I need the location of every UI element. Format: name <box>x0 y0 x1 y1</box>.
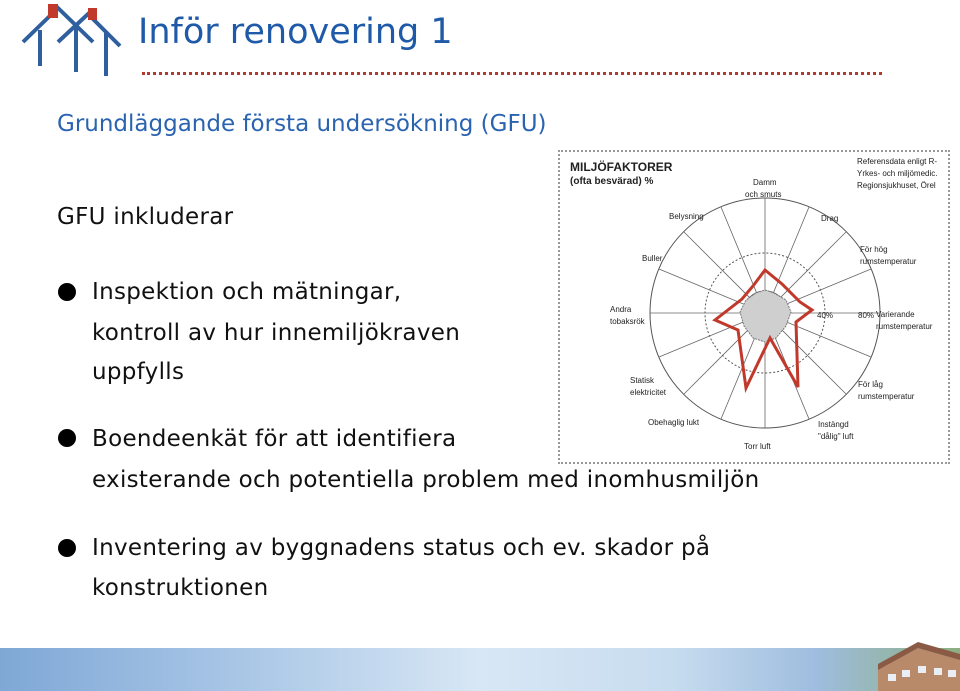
reference-line-2: Yrkes- och miljömedic. <box>857 169 938 178</box>
label-hog-temp: För hög <box>860 245 888 254</box>
label-torr: Torr luft <box>744 442 771 451</box>
label-instangd: Instängd <box>818 420 849 429</box>
bullet-3-line-1: Inventering av byggnadens status och ev. skador på <box>92 535 711 561</box>
label-damm-2: och smuts <box>745 190 782 199</box>
bullet-3-line-2: konstruktionen <box>92 575 269 601</box>
reference-line-1: Referensdata enligt R- <box>857 157 938 166</box>
label-hog-temp-2: rumstemperatur <box>860 257 917 266</box>
bullet-1-line-2: kontroll av hur innemiljökraven <box>92 320 461 346</box>
title-divider <box>142 72 882 75</box>
bullet-dot <box>58 283 76 301</box>
label-belysning: Belysning <box>669 212 704 221</box>
label-buller: Buller <box>642 254 663 263</box>
house-logo <box>18 2 128 80</box>
bullet-1-line-3: uppfylls <box>92 359 185 385</box>
bullet-1-line-1: Inspektion och mätningar, <box>92 279 402 305</box>
label-instangd-2: "dålig" luft <box>818 432 854 441</box>
figure-heading: MILJÖFAKTORER <box>570 160 673 174</box>
slide-title: Inför renovering 1 <box>138 12 453 52</box>
house-photo <box>878 640 960 691</box>
label-damm: Damm <box>753 178 777 187</box>
bullet-2-line-1: Boendeenkät för att identifiera <box>92 426 457 452</box>
label-varierande-2: rumstemperatur <box>876 322 933 331</box>
environment-factors-figure <box>558 150 950 464</box>
label-statisk: Statisk <box>630 376 655 385</box>
label-statisk-2: elektricitet <box>630 388 667 397</box>
label-drag: Drag <box>821 214 839 223</box>
label-40: 40% <box>817 311 834 320</box>
figure-subheading: (ofta besvärad) % <box>570 176 654 187</box>
label-80: 80% <box>858 311 875 320</box>
label-tobak-2: tobaksrök <box>610 317 645 326</box>
label-lag-temp: För låg <box>858 380 883 389</box>
label-tobak: Andra <box>610 305 632 314</box>
intro-text: GFU inkluderar <box>57 204 234 230</box>
label-lag-temp-2: rumstemperatur <box>858 392 915 401</box>
bullet-dot <box>58 429 76 447</box>
bullet-2-line-2: existerande och potentiella problem med inomhusmiljön <box>92 467 760 493</box>
label-varierande: Varierande <box>876 310 915 319</box>
label-lukt: Obehaglig lukt <box>648 418 700 427</box>
slide-subtitle: Grundläggande första undersökning (GFU) <box>57 111 547 137</box>
footer-decoration <box>0 648 960 691</box>
bullet-dot <box>58 539 76 557</box>
radar-diagram <box>560 152 948 462</box>
reference-line-3: Regionsjukhuset, Örel <box>857 181 936 190</box>
